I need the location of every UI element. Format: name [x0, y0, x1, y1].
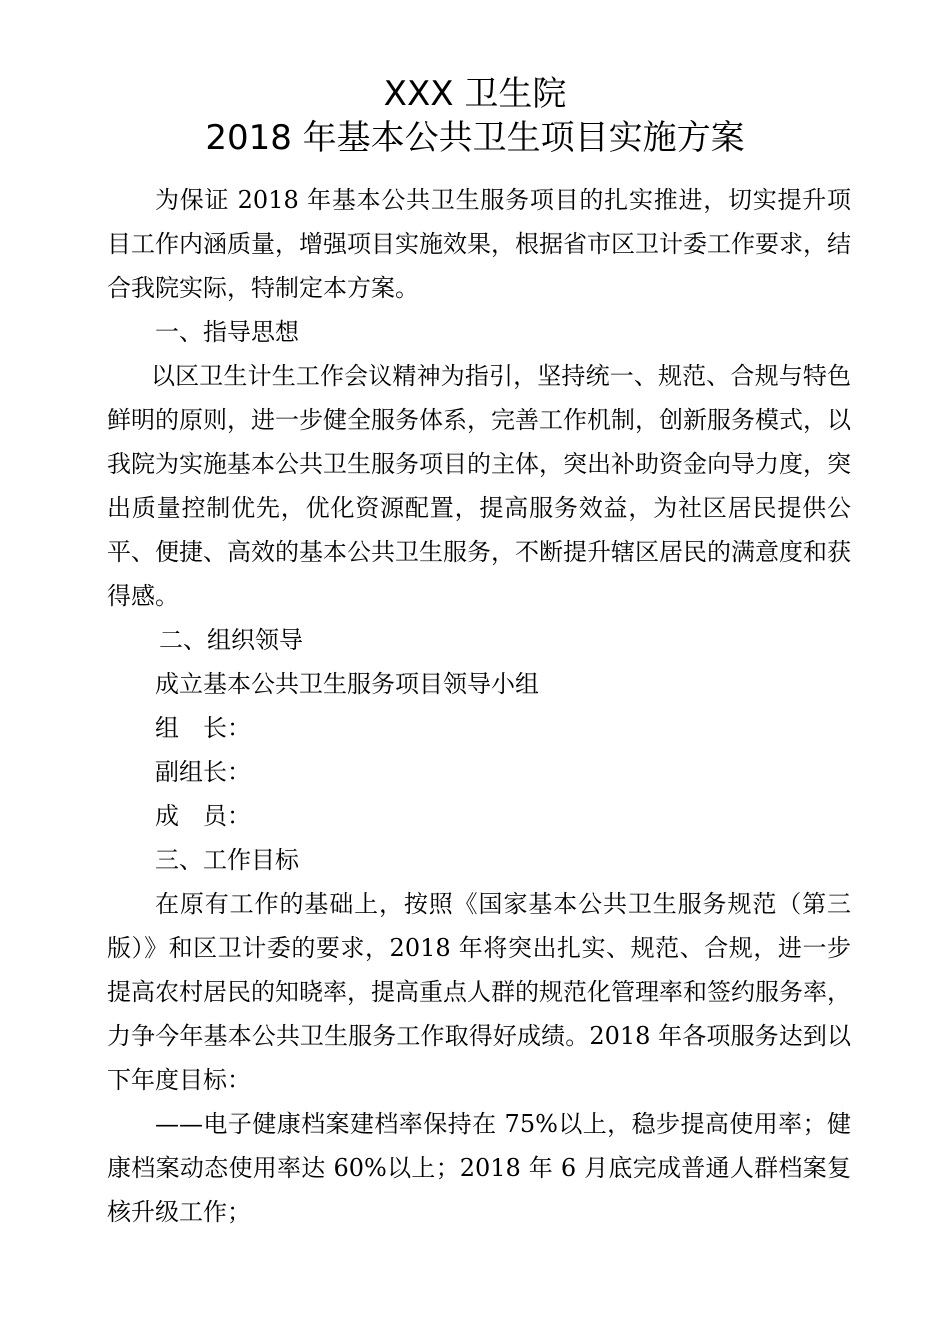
document-body [107, 178, 851, 1234]
section3-paragraph: 在原有工作的基础上，按照《国家基本公共卫生服务规范（第三版）》和区卫计委的要求，2018 年将突出扎实、规范、合规，进一步提高农村居民的知晓率，提高重点人群的规范化管理率和签约服务率，力争今年基本公共卫生服务工作取得好成绩。2018 年各项服务达到以下年度目标： [107, 890, 851, 1094]
section2-members-line: 成 员： [155, 802, 251, 830]
intro-paragraph: 为保证 2018 年基本公共卫生服务项目的扎实推进，切实提升项目工作内涵质量，增强项目实施效果，根据省市区卫计委工作要求，结合我院实际，特制定本方案。 [107, 186, 851, 302]
document-title-line1: XXX 卫生院 [383, 74, 567, 114]
section2-group-line: 成立基本公共卫生服务项目领导小组 [155, 670, 539, 698]
section2-leader-line: 组 长： [155, 714, 251, 742]
section3-heading: 三、工作目标 [155, 846, 299, 874]
section1-heading: 一、指导思想 [155, 318, 299, 346]
section2-heading: 二、组织领导 [159, 626, 303, 654]
document-title-line2: 2018 年基本公共卫生项目实施方案 [205, 118, 745, 158]
section3-item1: ——电子健康档案建档率保持在 75%以上，稳步提高使用率；健康档案动态使用率达 60%以上；2018 年 6 月底完成普通人群档案复核升级工作； [107, 1110, 851, 1226]
section1-paragraph: 以区卫生计生工作会议精神为指引，坚持统一、规范、合规与特色鲜明的原则，进一步健全服务体系，完善工作机制，创新服务模式，以我院为实施基本公共卫生服务项目的主体，突出补助资金向导力度，突出质量控制优先，优化资源配置，提高服务效益，为社区居民提供公平、便捷、高效的基本公共卫生服务，不断提升辖区居民的满意度和获得感。 [107, 362, 851, 610]
section2-deputy-line: 副组长： [155, 758, 251, 786]
